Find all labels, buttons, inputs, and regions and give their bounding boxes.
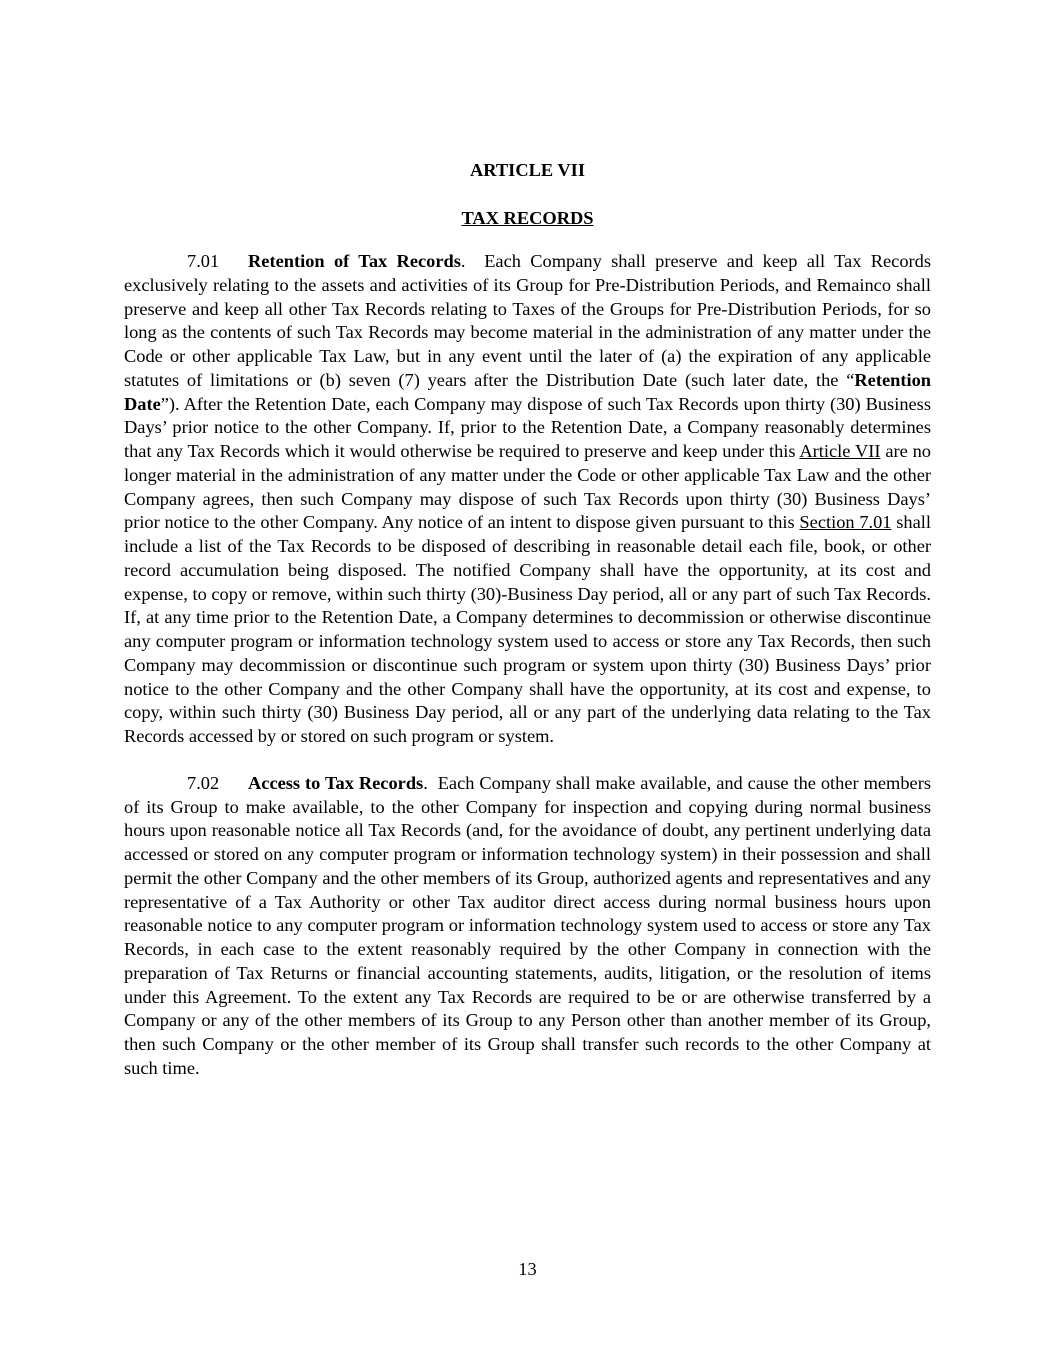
section-number: 7.02 xyxy=(187,772,220,793)
section-text: Each Company shall preserve and keep all Tax Records exclusively relating to the assets and activities of its Group for Pre-Distribution Periods, and Remainco shall preserve and keep all other Tax Records relating to Taxes of the Groups for Pre-Distribution Periods, for so long as the contents of such Tax Records may become material in the administration of any matter under the Code or other applicable Tax Law, but in any event until the later of (a) the expiration of any applicable statutes of limitations or (b) seven (7) years after the Distribution Date (such later date, the “ xyxy=(124,251,931,390)
section-text: ”). After the Retention Date, each Company may dispose of such Tax Records upon thirty (30) Business Days’ prior notice to the other Company. If, prior to the Retention Date, a Company reasonably determines that any Tax Records which it would otherwise be required to preserve and keep under this xyxy=(124,393,931,461)
defined-term: Retention Date xyxy=(124,369,931,414)
article-label: ARTICLE VII xyxy=(469,160,585,180)
section-heading: Access to Tax Records xyxy=(248,772,424,793)
page-number: 13 xyxy=(518,1259,537,1279)
section-text: shall include a list of the Tax Records to be disposed of describing in reasonable detail each file, book, or other record accumulation being disposed. The notified Company shall have the opportunity, at its cost and expense, to copy or remove, within such thirty (30)-Business Day period, all or any part of such Tax Records. If, at any time prior to the Retention Date, a Company determines to decommission or otherwise discontinue any computer program or information technology system used to access or store any Tax Records, then such Company may decommission or discontinue such program or system upon thirty (30) Business Days’ prior notice to the other Company and the other Company shall have the opportunity, at its cost and expense, to copy, within such thirty (30) Business Day period, all or any part of the underlying data relating to the Tax Records accessed by or stored on such program or system. xyxy=(124,512,931,746)
section-text: Each Company shall make available, and cause the other members of its Group to make available, to the other Company for inspection and copying during normal business hours upon reasonable notice all Tax Records (and, for the avoidance of doubt, any pertinent underlying data accessed or stored on any computer program or information technology system) in their possession and shall permit the other Company and the other members of its Group, authorized agents and representatives and any representative of a Tax Authority or other Tax auditor direct access during normal business hours upon reasonable notice to any computer program or information technology system used to access or store any Tax Records, in each case to the extent reasonably required by the other Company in connection with the preparation of Tax Returns or financial accounting statements, audits, litigation, or the resolution of items under this Agreement. To the extent any Tax Records are required to be or are otherwise transferred by a Company or any of the other members of its Group to any Person other than another member of its Group, then such Company or the other member of its Group shall transfer such records to the other Company at such time. xyxy=(124,772,932,1078)
section-7-02 xyxy=(124,772,931,1081)
cross-reference-section-7-01: Section 7.01 xyxy=(799,512,892,533)
cross-reference-article-vii: Article VII xyxy=(799,441,881,461)
section-heading-period: . xyxy=(423,772,428,793)
section-heading-period: . xyxy=(460,251,466,271)
article-title: TAX RECORDS xyxy=(461,208,594,228)
section-heading: Retention of Tax Records xyxy=(248,251,461,271)
document-page xyxy=(124,158,931,1081)
section-7-01 xyxy=(124,250,931,749)
section-number: 7.01 xyxy=(187,251,220,271)
section-text: are no longer material in the administration of any matter under the Code or other applicable Tax Law and the other Company agrees, then such Company may dispose of such Tax Records upon thirty (30) Business Days’ prior notice to the other Company. Any notice of an intent to dispose given pursuant to this xyxy=(124,441,932,533)
